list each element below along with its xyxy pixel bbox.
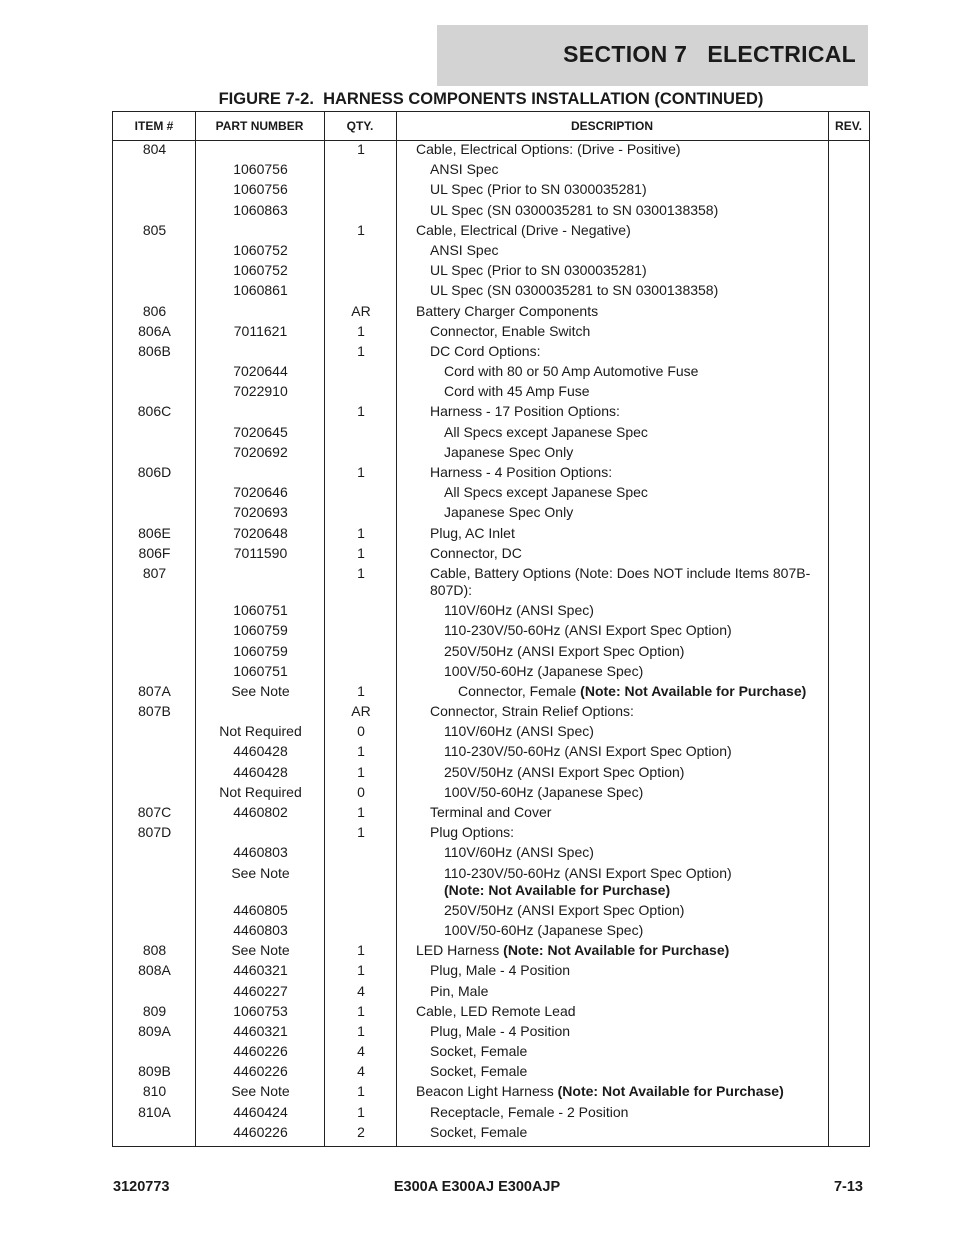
purchase-note: (Note: Not Available for Purchase) bbox=[503, 942, 730, 959]
item-number: 806B bbox=[138, 342, 171, 359]
item-number: 809B bbox=[138, 1063, 171, 1080]
description bbox=[416, 1083, 826, 1100]
table-row bbox=[113, 484, 869, 504]
part-number: 1060752 bbox=[233, 262, 288, 279]
item-number: 807B bbox=[138, 703, 171, 720]
description bbox=[416, 643, 826, 660]
item-number: 810A bbox=[138, 1103, 171, 1120]
description bbox=[416, 824, 826, 841]
description bbox=[416, 784, 826, 801]
description bbox=[416, 383, 826, 400]
description bbox=[416, 464, 826, 481]
table-row bbox=[113, 383, 869, 403]
part-number: 1060751 bbox=[233, 662, 288, 679]
description bbox=[416, 1023, 826, 1040]
purchase-note: (Note: Not Available for Purchase) bbox=[557, 1083, 784, 1100]
quantity: 1 bbox=[357, 743, 365, 760]
doc-number: 3120773 bbox=[113, 1179, 170, 1195]
table-row bbox=[113, 622, 869, 642]
table-row bbox=[113, 1043, 869, 1063]
header-description: DESCRIPTION bbox=[570, 119, 653, 133]
description bbox=[416, 202, 826, 219]
table-row bbox=[113, 282, 869, 302]
description bbox=[416, 922, 826, 939]
description bbox=[416, 545, 826, 562]
table-row bbox=[113, 962, 869, 982]
part-number: 7011590 bbox=[233, 544, 288, 561]
description bbox=[416, 602, 826, 619]
header-item: ITEM # bbox=[134, 119, 174, 133]
part-number: 4460424 bbox=[233, 1103, 288, 1120]
description-text: Japanese Spec Only bbox=[444, 504, 574, 521]
parts-table bbox=[112, 111, 870, 1147]
item-number: 806C bbox=[137, 403, 172, 420]
description bbox=[416, 363, 826, 380]
item-number: 806A bbox=[138, 322, 171, 339]
table-row bbox=[113, 703, 869, 723]
table-row bbox=[113, 141, 869, 161]
part-number: 7020648 bbox=[233, 524, 288, 541]
item-number: 808A bbox=[138, 962, 171, 979]
description bbox=[416, 764, 826, 781]
quantity: 1 bbox=[357, 682, 365, 699]
description-text: Cord with 80 or 50 Amp Automotive Fuse bbox=[444, 363, 699, 380]
description-text: All Specs except Japanese Spec bbox=[444, 423, 648, 440]
quantity: 1 bbox=[357, 403, 365, 420]
description bbox=[416, 804, 826, 821]
model-numbers: E300A E300AJ E300AJP bbox=[393, 1179, 561, 1195]
part-number: 1060759 bbox=[233, 622, 288, 639]
table-row bbox=[113, 181, 869, 201]
table-row bbox=[113, 242, 869, 262]
description bbox=[416, 141, 826, 158]
part-number: 7020692 bbox=[233, 443, 288, 460]
quantity: 1 bbox=[357, 464, 365, 480]
table-row bbox=[113, 723, 869, 743]
part-number: Not Required bbox=[219, 783, 302, 800]
table-row bbox=[113, 865, 869, 902]
table-row bbox=[113, 363, 869, 383]
quantity: 1 bbox=[357, 763, 365, 780]
part-number: 1060751 bbox=[233, 602, 288, 619]
description bbox=[416, 282, 826, 299]
header-rev: REV. bbox=[835, 119, 862, 133]
description-text: UL Spec (SN 0300035281 to SN 0300138358) bbox=[430, 201, 719, 218]
table-row bbox=[113, 343, 869, 363]
part-number: 1060752 bbox=[233, 241, 288, 258]
description-text: 110-230V/50-60Hz (ANSI Export Spec Option) bbox=[444, 864, 732, 881]
description-text: Harness - 4 Position Options: bbox=[430, 464, 613, 480]
quantity: 1 bbox=[357, 524, 365, 541]
item-number: 806D bbox=[137, 464, 172, 480]
table-row bbox=[113, 824, 869, 844]
part-number: 7020646 bbox=[233, 484, 288, 501]
table-row bbox=[113, 902, 869, 922]
description-text: UL Spec (SN 0300035281 to SN 0300138358) bbox=[430, 282, 719, 299]
part-number: 1060759 bbox=[233, 642, 288, 659]
quantity: 1 bbox=[357, 962, 365, 979]
table-row bbox=[113, 1104, 869, 1124]
description bbox=[416, 303, 826, 320]
quantity: 2 bbox=[357, 1123, 365, 1140]
table-row bbox=[113, 444, 869, 464]
description-text: Cord with 45 Amp Fuse bbox=[444, 383, 590, 400]
table-row bbox=[113, 161, 869, 181]
part-number: 1060756 bbox=[233, 161, 288, 178]
description-text: Socket, Female bbox=[430, 1123, 528, 1140]
quantity: 4 bbox=[357, 1043, 365, 1060]
description-text: ANSI Spec bbox=[430, 161, 499, 178]
description bbox=[416, 323, 826, 340]
quantity: 1 bbox=[357, 322, 365, 339]
description-text: 250V/50Hz (ANSI Export Spec Option) bbox=[444, 763, 685, 780]
description-text: Terminal and Cover bbox=[430, 804, 552, 820]
purchase-note: (Note: Not Available for Purchase) bbox=[444, 881, 671, 898]
quantity: 4 bbox=[357, 1063, 365, 1080]
table-row bbox=[113, 1003, 869, 1023]
description-text: 100V/50-60Hz (Japanese Spec) bbox=[444, 921, 644, 938]
part-number: 1060861 bbox=[233, 282, 288, 299]
description bbox=[416, 622, 826, 639]
description-text: Pin, Male bbox=[430, 982, 489, 999]
description-text: 100V/50-60Hz (Japanese Spec) bbox=[444, 783, 644, 800]
purchase-note: (Note: Not Available for Purchase) bbox=[580, 682, 807, 699]
description bbox=[416, 181, 826, 198]
quantity: 1 bbox=[357, 804, 365, 820]
quantity: 1 bbox=[357, 141, 365, 157]
quantity: 4 bbox=[357, 982, 365, 999]
quantity: 1 bbox=[357, 221, 365, 238]
description-text: 250V/50Hz (ANSI Export Spec Option) bbox=[444, 901, 685, 918]
quantity: 1 bbox=[357, 824, 365, 841]
table-row bbox=[113, 1023, 869, 1043]
part-number: 4460227 bbox=[233, 982, 288, 999]
table-row bbox=[113, 922, 869, 942]
description bbox=[416, 865, 826, 899]
part-number: See Note bbox=[231, 1083, 290, 1100]
description-text: Cable, LED Remote Lead bbox=[416, 1002, 576, 1019]
quantity: 1 bbox=[357, 1083, 365, 1100]
description-text: Beacon Light Harness bbox=[416, 1083, 558, 1100]
table-row bbox=[113, 942, 869, 962]
table-row bbox=[113, 222, 869, 242]
table-row bbox=[113, 525, 869, 545]
part-number: 1060753 bbox=[233, 1002, 288, 1019]
part-number: 4460321 bbox=[233, 962, 288, 979]
description bbox=[416, 424, 826, 441]
description-text: All Specs except Japanese Spec bbox=[444, 484, 648, 501]
description bbox=[416, 1124, 826, 1141]
quantity: 1 bbox=[357, 342, 365, 359]
item-number: 804 bbox=[142, 141, 167, 157]
description-text: Cable, Electrical Options: (Drive - Positive) bbox=[416, 141, 681, 157]
description-text: 100V/50-60Hz (Japanese Spec) bbox=[444, 662, 644, 679]
table-row bbox=[113, 323, 869, 343]
table-row bbox=[113, 844, 869, 864]
part-number: 7020644 bbox=[233, 363, 288, 380]
description bbox=[416, 242, 826, 259]
description bbox=[416, 262, 826, 279]
table-row bbox=[113, 303, 869, 323]
description-text: 110V/60Hz (ANSI Spec) bbox=[444, 844, 594, 861]
description bbox=[416, 565, 826, 599]
description-text: Connector, Female bbox=[458, 682, 581, 699]
part-number: 4460803 bbox=[233, 844, 288, 861]
item-number: 807A bbox=[138, 682, 171, 699]
table-body bbox=[113, 141, 869, 1144]
description-text: UL Spec (Prior to SN 0300035281) bbox=[430, 262, 647, 279]
item-number: 809A bbox=[138, 1022, 171, 1039]
part-number: 4460428 bbox=[233, 743, 288, 760]
part-number: 4460805 bbox=[233, 901, 288, 918]
item-number: 809 bbox=[142, 1002, 167, 1019]
quantity: 1 bbox=[357, 1103, 365, 1120]
quantity: 1 bbox=[357, 544, 365, 561]
description-text: Plug, Male - 4 Position bbox=[430, 1022, 571, 1039]
table-row bbox=[113, 545, 869, 565]
description-text: Plug, AC Inlet bbox=[430, 524, 515, 541]
table-row bbox=[113, 565, 869, 602]
part-number: 4460226 bbox=[233, 1123, 288, 1140]
description bbox=[416, 743, 826, 760]
quantity: 1 bbox=[357, 1002, 365, 1019]
description bbox=[416, 1104, 826, 1121]
description-text: LED Harness bbox=[416, 942, 504, 959]
item-number: 805 bbox=[142, 221, 167, 238]
table-row bbox=[113, 504, 869, 524]
table-row bbox=[113, 424, 869, 444]
description bbox=[416, 1003, 826, 1020]
item-number: 806 bbox=[142, 302, 167, 319]
header-part-number: PART NUMBER bbox=[215, 119, 304, 133]
description bbox=[416, 343, 826, 360]
quantity: 0 bbox=[357, 723, 365, 740]
description bbox=[416, 902, 826, 919]
part-number: 4460802 bbox=[233, 804, 288, 820]
part-number: 4460226 bbox=[233, 1043, 288, 1060]
description-text: Cable, Battery Options (Note: Does NOT include Items 807B-807D): bbox=[430, 564, 811, 598]
quantity: 1 bbox=[357, 564, 365, 581]
description-text: 110-230V/50-60Hz (ANSI Export Spec Option) bbox=[444, 743, 732, 760]
description-text: Cable, Electrical (Drive - Negative) bbox=[416, 221, 631, 238]
section-title: SECTION 7 ELECTRICAL bbox=[563, 41, 856, 67]
item-number: 807D bbox=[137, 824, 172, 841]
description bbox=[416, 844, 826, 861]
page-number: 7-13 bbox=[833, 1179, 863, 1195]
description-text: DC Cord Options: bbox=[430, 342, 541, 359]
description-text: Battery Charger Components bbox=[416, 302, 599, 319]
item-number: 808 bbox=[142, 942, 167, 959]
part-number: See Note bbox=[231, 682, 290, 699]
description bbox=[416, 942, 826, 959]
description bbox=[416, 1043, 826, 1060]
table-row bbox=[113, 1083, 869, 1103]
quantity: 0 bbox=[357, 783, 365, 800]
part-number: 4460428 bbox=[233, 763, 288, 780]
table-row bbox=[113, 1124, 869, 1144]
table-row bbox=[113, 683, 869, 703]
description-text: Japanese Spec Only bbox=[444, 443, 574, 460]
description-text: Connector, Strain Relief Options: bbox=[430, 703, 634, 720]
description bbox=[416, 663, 826, 680]
description-text: 250V/50Hz (ANSI Export Spec Option) bbox=[444, 642, 685, 659]
description-text: Connector, DC bbox=[430, 544, 522, 561]
description-text: Plug Options: bbox=[430, 824, 515, 841]
part-number: 4460321 bbox=[233, 1022, 288, 1039]
description-text: Connector, Enable Switch bbox=[430, 322, 591, 339]
figure-title: FIGURE 7-2. HARNESS COMPONENTS INSTALLATION (CONTINUED) bbox=[218, 90, 764, 108]
part-number: 4460226 bbox=[233, 1063, 288, 1080]
part-number: Not Required bbox=[219, 723, 302, 740]
description-text: UL Spec (Prior to SN 0300035281) bbox=[430, 181, 647, 198]
description-text: ANSI Spec bbox=[430, 241, 499, 258]
description bbox=[416, 161, 826, 178]
description bbox=[416, 703, 826, 720]
part-number: 1060756 bbox=[233, 181, 288, 198]
description bbox=[416, 403, 826, 420]
description bbox=[416, 723, 826, 740]
description bbox=[416, 983, 826, 1000]
table-row bbox=[113, 1063, 869, 1083]
quantity: AR bbox=[351, 703, 371, 720]
part-number: 7020693 bbox=[233, 504, 288, 521]
table-row bbox=[113, 643, 869, 663]
description bbox=[416, 1063, 826, 1080]
table-row bbox=[113, 602, 869, 622]
description bbox=[416, 525, 826, 542]
description-text: 110-230V/50-60Hz (ANSI Export Spec Option) bbox=[444, 622, 732, 639]
item-number: 807 bbox=[142, 564, 167, 581]
table-row bbox=[113, 743, 869, 763]
table-row bbox=[113, 983, 869, 1003]
description-text: Plug, Male - 4 Position bbox=[430, 962, 571, 979]
part-number: 7011621 bbox=[233, 322, 288, 339]
description-text: Receptacle, Female - 2 Position bbox=[430, 1103, 629, 1120]
description-text: 110V/60Hz (ANSI Spec) bbox=[444, 723, 594, 740]
table-row bbox=[113, 262, 869, 282]
table-row bbox=[113, 403, 869, 423]
quantity: AR bbox=[351, 302, 371, 319]
part-number: 4460803 bbox=[233, 921, 288, 938]
description-text: 110V/60Hz (ANSI Spec) bbox=[444, 602, 594, 619]
description-text: Socket, Female bbox=[430, 1063, 528, 1080]
part-number: 7020645 bbox=[233, 423, 288, 440]
table-row bbox=[113, 464, 869, 484]
item-number: 806E bbox=[138, 524, 171, 541]
header-qty: QTY. bbox=[346, 119, 374, 133]
description bbox=[416, 484, 826, 501]
table-row bbox=[113, 202, 869, 222]
table-row bbox=[113, 804, 869, 824]
description bbox=[416, 683, 826, 700]
part-number: See Note bbox=[231, 864, 290, 881]
item-number: 810 bbox=[142, 1083, 167, 1100]
section-header bbox=[437, 25, 868, 86]
part-number: 7022910 bbox=[233, 383, 288, 400]
description bbox=[416, 222, 826, 239]
table-row bbox=[113, 764, 869, 784]
description bbox=[416, 962, 826, 979]
table-row bbox=[113, 784, 869, 804]
description-text: Socket, Female bbox=[430, 1043, 528, 1060]
item-number: 806F bbox=[138, 544, 171, 561]
part-number: See Note bbox=[231, 942, 290, 959]
table-row bbox=[113, 663, 869, 683]
part-number: 1060863 bbox=[233, 201, 288, 218]
item-number: 807C bbox=[137, 804, 172, 820]
description bbox=[416, 444, 826, 461]
quantity: 1 bbox=[357, 1022, 365, 1039]
description bbox=[416, 504, 826, 521]
description-text: Harness - 17 Position Options: bbox=[430, 403, 620, 420]
quantity: 1 bbox=[357, 942, 365, 959]
